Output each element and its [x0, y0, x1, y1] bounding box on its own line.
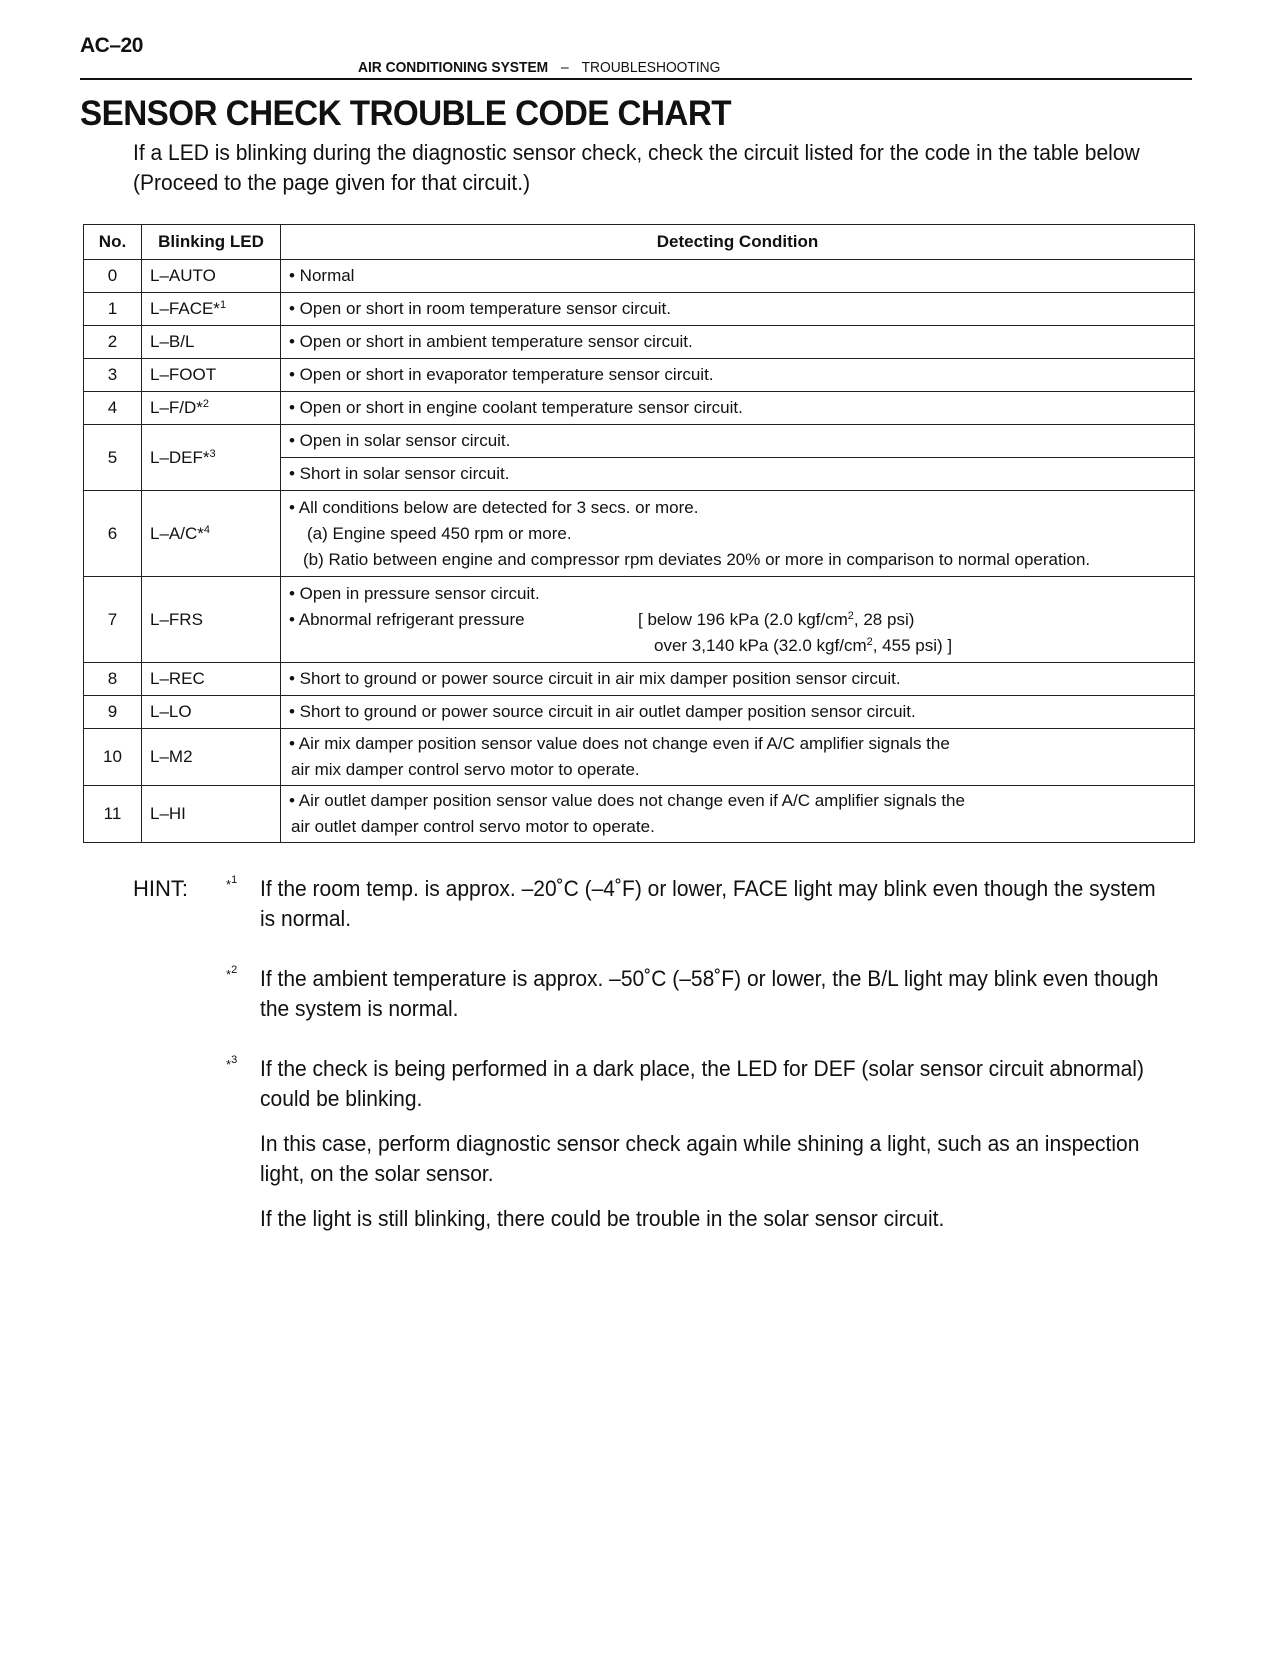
blinking-led: [142, 359, 281, 392]
asterisk: *: [226, 1057, 232, 1072]
detecting-condition: [281, 260, 1195, 293]
code-number: 0: [84, 260, 142, 293]
hint-note-2: [133, 964, 1203, 1039]
condition-subline-b: (b) Ratio between engine and compressor rpm deviates 20% or more in comparison to normal operation.: [303, 549, 1091, 569]
condition-line: • Short to ground or power source circuit in air mix damper position sensor circuit.: [289, 669, 901, 688]
code-number: 4: [84, 392, 142, 425]
hint-note-3: [133, 1054, 1203, 1249]
condition-line: • Open in pressure sensor circuit.: [289, 583, 540, 603]
footnote-marker: [226, 964, 260, 1039]
blinking-led: [142, 260, 281, 293]
blinking-led: [142, 326, 281, 359]
table-row: [84, 293, 1195, 326]
footnote-marker: [226, 1054, 260, 1249]
pressure-below-suffix: , 28 psi): [853, 609, 915, 629]
footnote-ref: 2: [202, 398, 210, 410]
footnote-number: 1: [231, 874, 238, 886]
blinking-led: [142, 729, 281, 786]
code-number: 8: [84, 663, 142, 696]
header-rule: [80, 78, 1192, 80]
page-title: SENSOR CHECK TROUBLE CODE CHART: [80, 94, 732, 133]
led-label: L–FOOT: [150, 365, 217, 384]
footnote-number: 2: [231, 964, 238, 976]
led-label: L–REC: [150, 669, 205, 688]
hint-text: [260, 874, 1161, 949]
running-header: [358, 59, 720, 76]
hint-label-spacer: [133, 1054, 226, 1249]
detecting-condition: [281, 392, 1195, 425]
asterisk: *: [226, 877, 232, 892]
footnote-ref: 4: [203, 523, 210, 536]
table-row: [84, 326, 1195, 359]
footnote-ref: 3: [209, 447, 216, 460]
led-label: L–DEF*: [150, 447, 210, 467]
pressure-range-below: [638, 607, 914, 633]
detecting-condition: [281, 729, 1195, 786]
hint-text: [260, 1054, 1161, 1249]
hint-text: [260, 964, 1161, 1039]
blinking-led: [142, 696, 281, 729]
led-label: L–HI: [150, 804, 186, 823]
table-row: [84, 696, 1195, 729]
intro-text: [133, 138, 1155, 198]
pressure-over-text: over 3,140 kPa (32.0 kgf/cm: [654, 635, 867, 655]
hint-section: [133, 874, 1203, 1264]
pressure-over-suffix: , 455 psi) ]: [872, 635, 953, 655]
condition-line: • Open or short in ambient temperature sensor circuit.: [289, 332, 693, 351]
footnote-marker: [226, 874, 260, 949]
condition-line: • Open in solar sensor circuit.: [289, 431, 511, 450]
blinking-led: [142, 577, 281, 663]
column-header-blinking-led: Blinking LED: [142, 225, 281, 260]
code-number: 10: [84, 729, 142, 786]
table-row: [84, 663, 1195, 696]
code-number: 9: [84, 696, 142, 729]
table-row: [84, 786, 1195, 843]
blinking-led: [142, 425, 281, 491]
detecting-condition: [281, 491, 1195, 577]
led-label: L–F/D*: [150, 398, 203, 417]
header-separator: –: [561, 59, 569, 76]
intro-line-2: (Proceed to the page given for that circuit.): [133, 170, 531, 195]
trouble-code-table: [83, 224, 1195, 843]
code-number: 11: [84, 786, 142, 843]
condition-line: • All conditions below are detected for 3 secs. or more.: [289, 497, 699, 517]
table-row: [84, 729, 1195, 786]
superscript: 2: [847, 609, 854, 622]
column-header-detecting-condition: Detecting Condition: [281, 225, 1195, 260]
condition-line: • Normal: [289, 266, 355, 285]
superscript: 2: [866, 635, 873, 648]
led-label: L–A/C*: [150, 523, 204, 543]
column-header-no: No.: [84, 225, 142, 260]
blinking-led: [142, 491, 281, 577]
condition-line-continued: air mix damper control servo motor to operate.: [291, 760, 640, 779]
condition-line: • Air mix damper position sensor value does not change even if A/C amplifier signals the: [289, 734, 950, 753]
condition-line: • Open or short in room temperature sensor circuit.: [289, 299, 671, 318]
footnote-ref: 1: [219, 299, 227, 311]
blinking-led: [142, 392, 281, 425]
intro-line-1: If a LED is blinking during the diagnostic sensor check, check the circuit listed for the code in the table below: [133, 140, 1140, 165]
detecting-condition: [281, 577, 1195, 663]
table-row: [84, 491, 1195, 577]
table-row: [84, 392, 1195, 425]
detecting-condition: [281, 425, 1195, 458]
blinking-led: [142, 663, 281, 696]
led-label: L–B/L: [150, 332, 195, 351]
condition-line-continued: air outlet damper control servo motor to operate.: [291, 817, 655, 836]
led-label: L–FRS: [150, 609, 203, 629]
asterisk: *: [226, 967, 232, 982]
subsection-name: TROUBLESHOOTING: [581, 59, 721, 76]
table-row: [84, 577, 1195, 663]
pressure-below-text: [ below 196 kPa (2.0 kgf/cm: [638, 609, 848, 629]
table-row: [84, 425, 1195, 458]
code-number: 1: [84, 293, 142, 326]
led-label: L–LO: [150, 702, 192, 721]
code-number: 5: [84, 425, 142, 491]
blinking-led: [142, 786, 281, 843]
table-header-row: [84, 225, 1195, 260]
condition-line: • Short to ground or power source circuit in air outlet damper position sensor circuit.: [289, 702, 916, 721]
blinking-led: [142, 293, 281, 326]
pressure-label: • Abnormal refrigerant pressure: [289, 609, 525, 629]
led-label: L–M2: [150, 747, 193, 766]
code-number: 7: [84, 577, 142, 663]
condition-line: • Open or short in evaporator temperature sensor circuit.: [289, 365, 714, 384]
pressure-range-over: [289, 633, 1194, 659]
detecting-condition: [281, 458, 1195, 491]
led-label: L–AUTO: [150, 266, 216, 285]
hint-note-1: [133, 874, 1203, 949]
hint-paragraph: In this case, perform diagnostic sensor check again while shining a light, such as an inspection light, on the solar sensor.: [260, 1131, 1140, 1186]
table-row: [84, 260, 1195, 293]
hint-label-spacer: [133, 964, 226, 1039]
code-number: 3: [84, 359, 142, 392]
hint-paragraph: If the light is still blinking, there could be trouble in the solar sensor circuit.: [260, 1206, 945, 1231]
led-label: L–FACE*: [150, 299, 220, 318]
hint-paragraph: If the ambient temperature is approx. –50˚C (–58˚F) or lower, the B/L light may blink even though the system is normal.: [260, 966, 1159, 1021]
code-number: 6: [84, 491, 142, 577]
detecting-condition: [281, 359, 1195, 392]
condition-line: • Short in solar sensor circuit.: [289, 464, 510, 483]
detecting-condition: [281, 293, 1195, 326]
detecting-condition: [281, 326, 1195, 359]
page-number: AC–20: [80, 34, 143, 57]
footnote-number: 3: [231, 1054, 238, 1066]
condition-line: • Open or short in engine coolant temperature sensor circuit.: [289, 398, 743, 417]
detecting-condition: [281, 786, 1195, 843]
pressure-condition: [289, 607, 1194, 633]
hint-paragraph: If the check is being performed in a dark place, the LED for DEF (solar sensor circuit abnormal) could be blinking.: [260, 1056, 1144, 1111]
detecting-condition: [281, 696, 1195, 729]
condition-subline-a: (a) Engine speed 450 rpm or more.: [307, 523, 572, 543]
table-row: [84, 359, 1195, 392]
detecting-condition: [281, 663, 1195, 696]
section-name: AIR CONDITIONING SYSTEM: [358, 59, 549, 76]
hint-paragraph: If the room temp. is approx. –20˚C (–4˚F) or lower, FACE light may blink even though the system is normal.: [260, 876, 1156, 931]
code-number: 2: [84, 326, 142, 359]
condition-line: • Air outlet damper position sensor value does not change even if A/C amplifier signals the: [289, 791, 965, 810]
hint-label: HINT:: [133, 876, 188, 901]
